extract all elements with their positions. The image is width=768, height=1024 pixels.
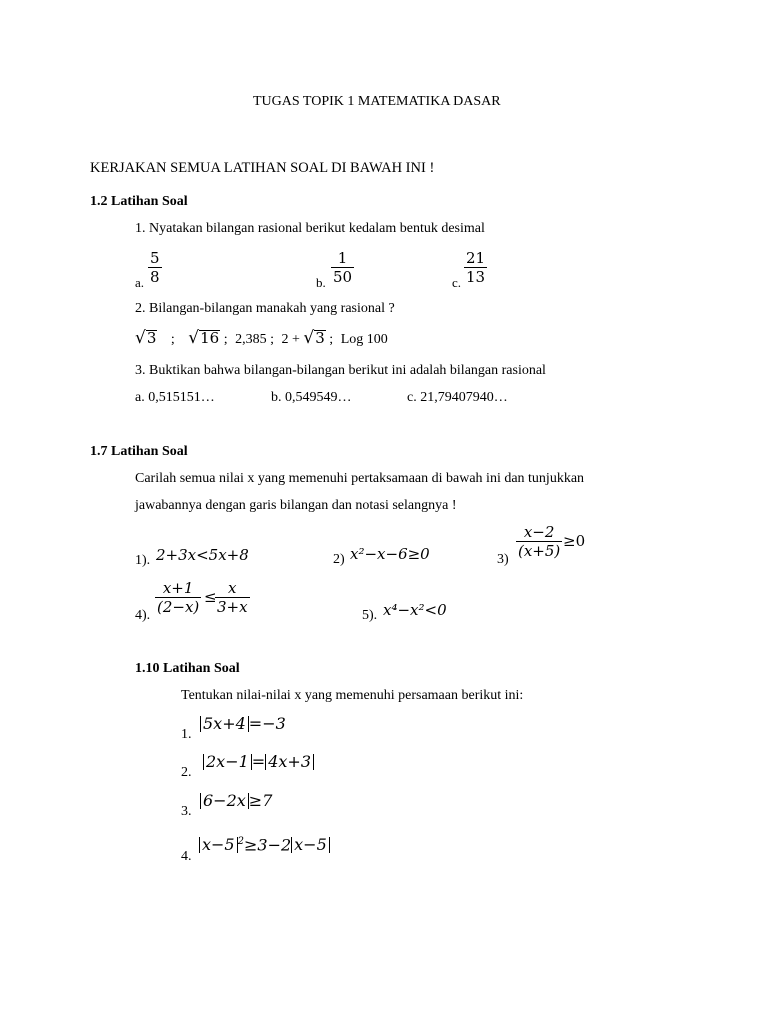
fraction-numerator: x bbox=[228, 579, 237, 597]
absolute-value: x−5 bbox=[291, 837, 330, 853]
fraction-numerator: 1 bbox=[337, 249, 348, 267]
problem-4-fraction-left bbox=[155, 579, 201, 616]
q3-c: c. 21,79407940… bbox=[407, 390, 508, 405]
exponent: 2 bbox=[237, 836, 244, 847]
equation-1: 5x+4 =−3 bbox=[200, 716, 286, 732]
problem-3-label: 3) bbox=[497, 552, 509, 567]
absolute-value: 2x−1 bbox=[203, 754, 252, 770]
fraction-denominator: 8 bbox=[150, 268, 160, 286]
equation-4: x−5 $^2$≥3−2 x−5 bbox=[199, 837, 330, 853]
fraction-numerator: x−2 bbox=[523, 523, 555, 541]
sqrt-3: √3 bbox=[303, 328, 325, 348]
problem-2-expr: x²−x−6≥0 bbox=[350, 545, 430, 563]
q3-b: b. 0,549549… bbox=[271, 390, 352, 405]
problem-3-fraction bbox=[516, 523, 562, 560]
problem-1-label: 1). bbox=[135, 553, 151, 568]
fraction-denominator: (x+5) bbox=[518, 542, 561, 560]
sqrt-icon: √ bbox=[303, 328, 315, 348]
fraction-denominator: 13 bbox=[466, 268, 486, 286]
question-2-text: 2. Bilangan-bilangan manakah yang rasional ? bbox=[135, 301, 395, 316]
sqrt-16: √16 bbox=[188, 328, 220, 348]
problem-4-fraction-right bbox=[215, 579, 250, 616]
document-title: TUGAS TOPIK 1 MATEMATIKA DASAR bbox=[253, 94, 501, 109]
section-1-7-line-1: Carilah semua nilai x yang memenuhi pertaksamaan di bawah ini dan tunjukkan bbox=[135, 471, 585, 486]
q1-b-label: b. bbox=[316, 275, 326, 290]
instruction-text: KERJAKAN SEMUA LATIHAN SOAL DI BAWAH INI ! bbox=[90, 160, 435, 176]
fraction-denominator: 3+x bbox=[217, 598, 248, 616]
equation-1-label: 1. bbox=[181, 727, 192, 742]
equation-3-label: 3. bbox=[181, 804, 192, 819]
fraction-numerator: 5 bbox=[150, 249, 160, 267]
section-heading-1-7: 1.7 Latihan Soal bbox=[90, 444, 188, 459]
problem-2-label: 2) bbox=[333, 552, 345, 567]
section-heading-1-10: 1.10 Latihan Soal bbox=[135, 661, 240, 676]
q1-a-label: a. bbox=[135, 275, 145, 290]
fraction-21-13 bbox=[464, 249, 487, 286]
problem-4-label: 4). bbox=[135, 608, 151, 623]
equation-3: 6−2x ≥7 bbox=[200, 793, 272, 809]
fraction-1-50 bbox=[331, 249, 354, 286]
problem-5-expr: x⁴−x²<0 bbox=[383, 601, 447, 619]
question-3-text: 3. Buktikan bahwa bilangan-bilangan berikut ini adalah bilangan rasional bbox=[135, 363, 546, 378]
fraction-denominator: (2−x) bbox=[157, 598, 200, 616]
q3-a: a. 0,515151… bbox=[135, 390, 215, 405]
fraction-5-8 bbox=[148, 249, 162, 286]
sqrt-icon: √ bbox=[188, 328, 200, 348]
absolute-value: 5x+4 bbox=[200, 716, 249, 732]
sqrt-3: √3 bbox=[135, 328, 157, 348]
problem-3-relation: ≥0 bbox=[563, 532, 586, 550]
problem-4-relation: ≤ bbox=[204, 588, 217, 606]
fraction-numerator: 21 bbox=[466, 249, 486, 267]
fraction-denominator: 50 bbox=[333, 268, 353, 286]
equation-2-label: 2. bbox=[181, 765, 192, 780]
section-1-7-line-2: jawabannya dengan garis bilangan dan notasi selangnya ! bbox=[135, 498, 457, 513]
section-1-10-intro: Tentukan nilai-nilai x yang memenuhi persamaan berikut ini: bbox=[181, 688, 524, 703]
question-2-numbers: √3 ; √16 ; 2,385 ; 2 + √3 ; Log 100 bbox=[135, 328, 388, 348]
section-heading-1-2: 1.2 Latihan Soal bbox=[90, 194, 188, 209]
fraction-numerator: x+1 bbox=[162, 579, 194, 597]
equation-4-label: 4. bbox=[181, 849, 192, 864]
absolute-value: 4x+3 bbox=[265, 754, 314, 770]
absolute-value: x−5 bbox=[199, 837, 238, 853]
equation-2: 2x−1 = 4x+3 bbox=[203, 754, 314, 770]
question-1-text: 1. Nyatakan bilangan rasional berikut kedalam bentuk desimal bbox=[135, 221, 485, 236]
q1-c-label: c. bbox=[452, 275, 462, 290]
problem-5-label: 5). bbox=[362, 608, 378, 623]
sqrt-icon: √ bbox=[135, 328, 146, 348]
problem-1-expr: 2+3x<5x+8 bbox=[156, 546, 249, 564]
absolute-value: 6−2x bbox=[200, 793, 249, 809]
